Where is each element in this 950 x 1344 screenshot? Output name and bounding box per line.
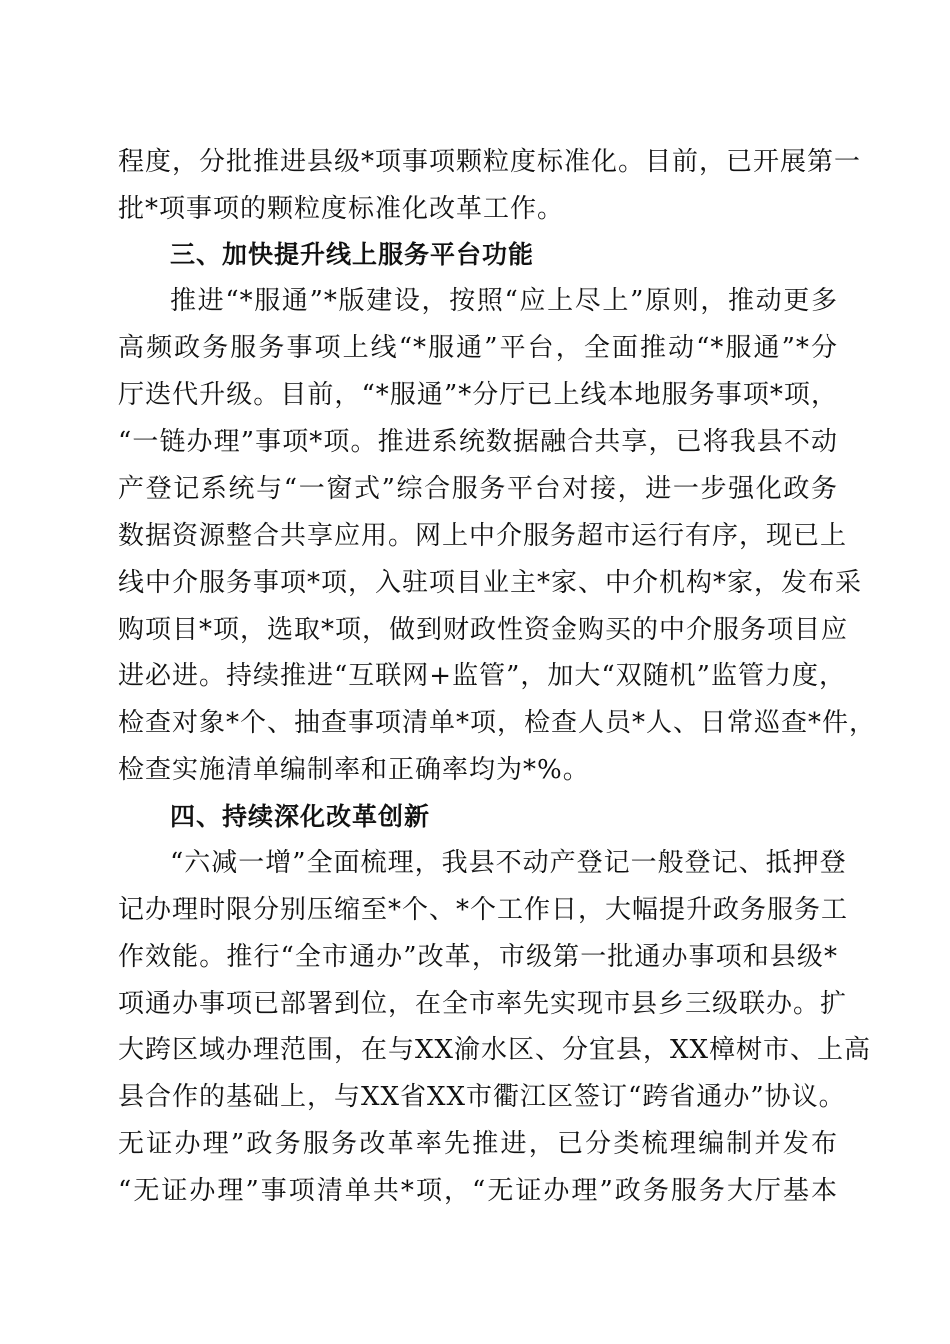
text-line: 作效能。推行“全市通办”改革，市级第一批通办事项和县级* xyxy=(118,942,838,972)
text-line: 检查对象*个、抽查事项清单*项，检查人员*人、日常巡查*件， xyxy=(118,708,877,738)
text-line: 厅迭代升级。目前，“*服通”*分厅已上线本地服务事项*项， xyxy=(118,380,838,410)
text-line: 批*项事项的颗粒度标准化改革工作。 xyxy=(118,194,565,224)
text-line: 进必进。持续推进“互联网+监管”，加大“双随机”监管力度， xyxy=(118,661,846,691)
text-line: 程度，分批推进县级*项事项颗粒度标准化。目前，已开展第一 xyxy=(118,147,862,177)
text-line: 数据资源整合共享应用。网上中介服务超市运行有序，现已上 xyxy=(118,521,848,551)
text-line: 线中介服务事项*项，入驻项目业主*家、中介机构*家，发布采 xyxy=(118,568,863,598)
text-line: 产登记系统与“一窗式”综合服务平台对接，进一步强化政务 xyxy=(118,474,838,504)
section-heading: 三、加快提升线上服务平台功能 xyxy=(170,240,535,269)
text-line: 大跨区域办理范围，在与XX渝水区、分宜县，XX樟树市、上高 xyxy=(118,1035,872,1065)
section-heading: 四、持续深化改革创新 xyxy=(170,802,431,831)
text-line: 检查实施清单编制率和正确率均为*%。 xyxy=(118,755,590,785)
paragraph-first-line: 推进“*服通”*版建设，按照“应上尽上”原则，推动更多 xyxy=(170,286,838,316)
text-line: 无证办理”政务服务改革率先推进，已分类梳理编制并发布 xyxy=(118,1129,838,1159)
text-line: 县合作的基础上，与XX省XX市衢江区签订“跨省通办”协议。 xyxy=(118,1082,846,1112)
text-line: “无证办理”事项清单共*项，“无证办理”政务服务大厅基本 xyxy=(118,1176,838,1206)
text-line: 高频政务服务事项上线“*服通”平台，全面推动“*服通”*分 xyxy=(118,333,838,363)
text-line: 购项目*项，选取*项，做到财政性资金购买的中介服务项目应 xyxy=(118,615,849,645)
text-line: 项通办事项已部署到位，在全市率先实现市县乡三级联办。扩 xyxy=(118,989,848,1019)
paragraph-first-line: “六减一增”全面梳理，我县不动产登记一般登记、抵押登 xyxy=(170,848,847,878)
text-line: 记办理时限分别压缩至*个、*个工作日，大幅提升政务服务工 xyxy=(118,895,849,925)
text-line: “一链办理”事项*项。推进系统数据融合共享，已将我县不动 xyxy=(118,427,838,457)
